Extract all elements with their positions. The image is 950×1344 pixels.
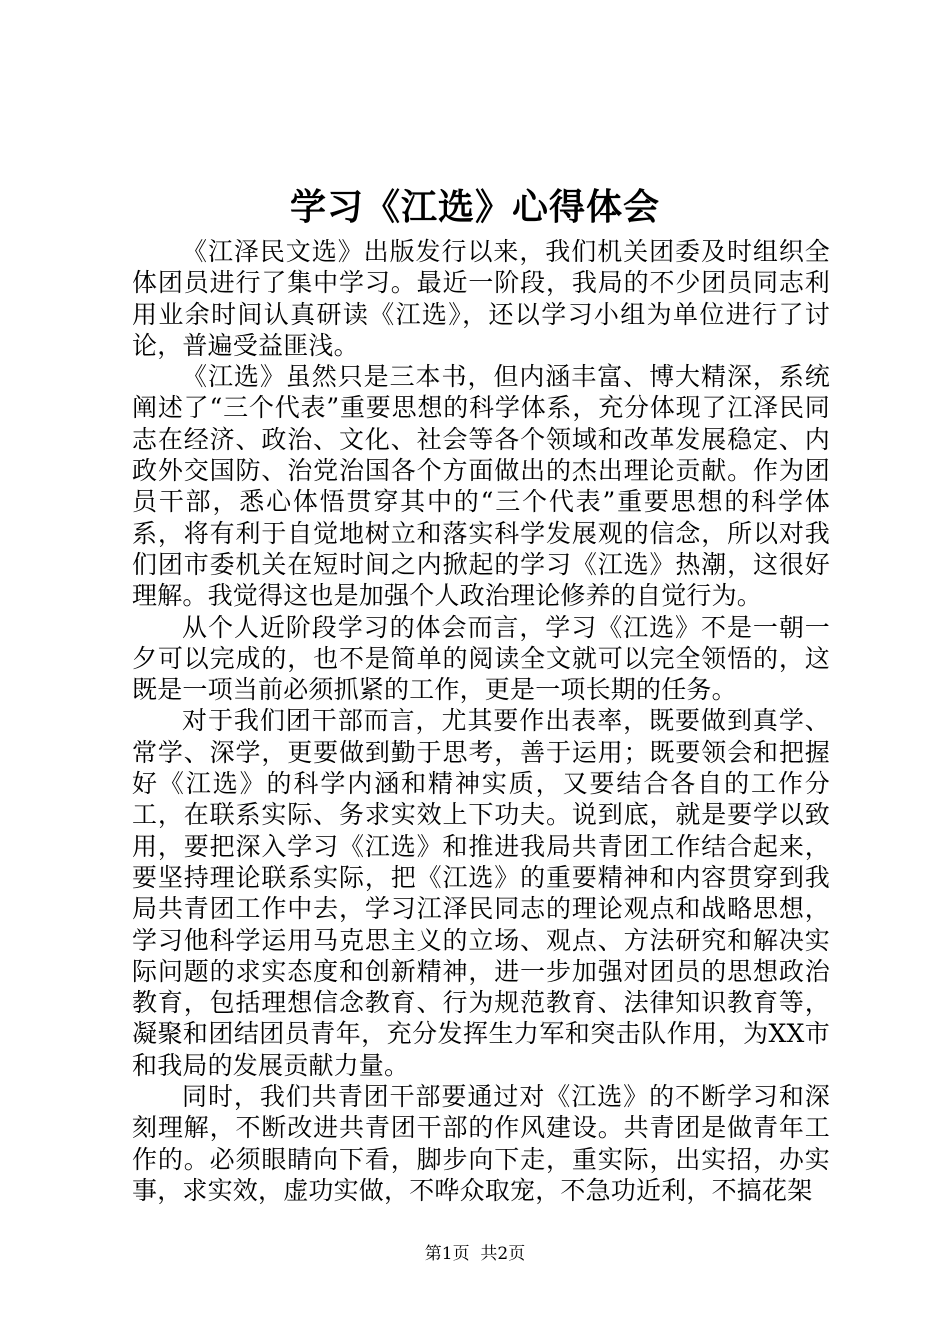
- paragraph-2: 《江选》虽然只是三本书，但内涵丰富、博大精深，系统阐述了“三个代表”重要思想的科学体系，充分体现了江泽民同志在经济、政治、文化、社会等各个领域和改革发展稳定、内政外交国防、治党治国各个方面做出的杰出理论贡献。作为团员干部，悉心体悟贯穿其中的“三个代表”重要思想的科学体系，将有利于自觉地树立和落实科学发展观的信念，所以对我们团市委机关在短时间之内掀起的学习《江选》热潮，这很好理解。我觉得这也是加强个人政治理论修养的自觉行为。: [132, 362, 830, 611]
- page-number-current: 第1页: [424, 1244, 470, 1264]
- paragraph-1: 《江泽民文选》出版发行以来，我们机关团委及时组织全体团员进行了集中学习。最近一阶段，我局的不少团员同志利用业余时间认真研读《江选》，还以学习小组为单位进行了讨论，普遍受益匪浅。: [132, 237, 830, 360]
- document-title: 学习《江选》心得体会: [289, 187, 660, 228]
- paragraph-3: 从个人近阶段学习的体会而言，学习《江选》不是一朝一夕可以完成的，也不是简单的阅读全文就可以完全领悟的，这既是一项当前必须抓紧的工作，更是一项长期的任务。: [132, 612, 830, 705]
- paragraph-4: 对于我们团干部而言，尤其要作出表率，既要做到真学、常学、深学，更要做到勤于思考，善于运用；既要领会和把握好《江选》的科学内涵和精神实质，又要结合各自的工作分工，在联系实际、务求实效上下功夫。说到底，就是要学以致用，要把深入学习《江选》和推进我局共青团工作结合起来，要坚持理论联系实际，把《江选》的重要精神和内容贯穿到我局共青团工作中去，学习江泽民同志的理论观点和战略思想，学习他科学运用马克思主义的立场、观点、方法研究和解决实际问题的求实态度和创新精神，进一步加强对团员的思想政治教育，包括理想信念教育、行为规范教育、法律知识教育等，凝聚和团结团员青年，充分发挥生力军和突击队作用，为XX市和我局的发展贡献力量。: [132, 706, 830, 1080]
- paragraph-5: 同时，我们共青团干部要通过对《江选》的不断学习和深刻理解，不断改进共青团干部的作风建设。共青团是做青年工作的。必须眼睛向下看，脚步向下走，重实际，出实招，办实事，求实效，虚功实做，不哗众取宠，不急功近利，不搞花架: [132, 1082, 830, 1205]
- page-number-total: 共2页: [480, 1244, 526, 1264]
- document-body: [132, 236, 830, 1206]
- page-footer: [0, 1243, 950, 1265]
